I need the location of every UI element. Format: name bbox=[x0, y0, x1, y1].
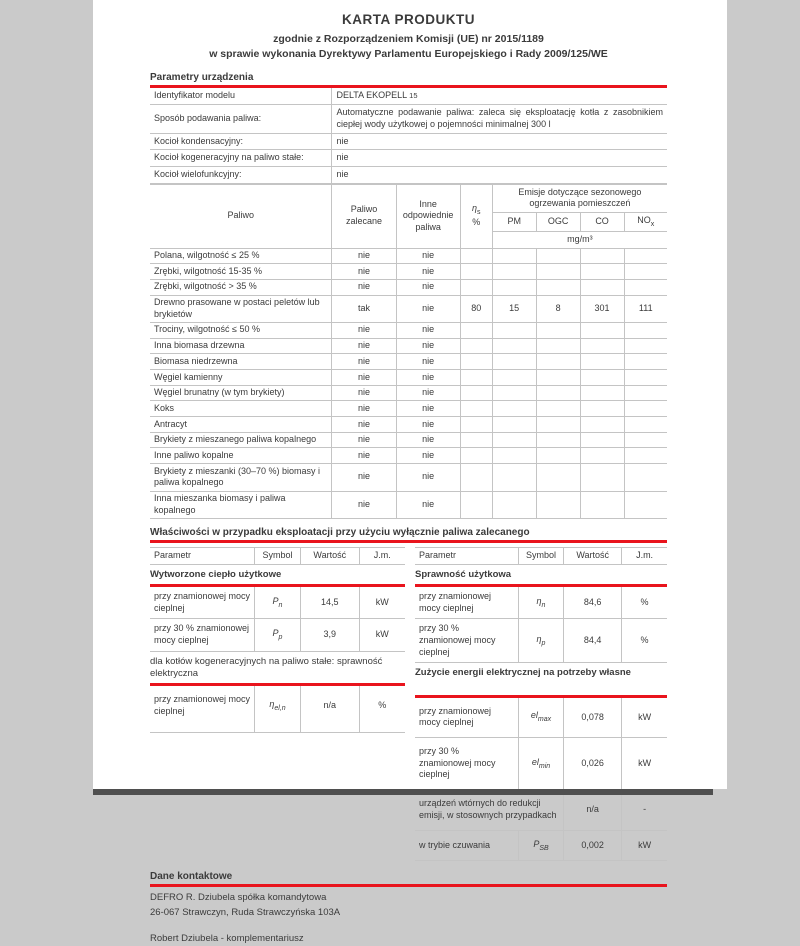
fuel-nox-value bbox=[624, 279, 667, 295]
property-unit: kW bbox=[359, 619, 405, 651]
fuel-co-value bbox=[580, 354, 624, 370]
col-header-jm: J.m. bbox=[622, 547, 667, 564]
col-header-wartosc: Wartość bbox=[300, 547, 359, 564]
fuel-nox-value bbox=[624, 248, 667, 264]
fuel-name: Zrębki, wilgotność > 35 % bbox=[150, 279, 332, 295]
symbol-base: η bbox=[536, 595, 542, 606]
fuel-other-suitable: nie bbox=[396, 264, 460, 280]
fuel-pm-value: 15 bbox=[492, 295, 536, 322]
section-title-device-params: Parametry urządzenia bbox=[150, 72, 667, 88]
group-title-efficiency: Sprawność użytkowa bbox=[415, 564, 667, 585]
property-value: n/a bbox=[300, 685, 359, 732]
fuel-table-row bbox=[150, 279, 667, 295]
fuel-pm-value bbox=[492, 322, 536, 338]
fuel-pm-value bbox=[492, 401, 536, 417]
fuel-pm-value bbox=[492, 464, 536, 491]
fuel-recommended: nie bbox=[332, 448, 396, 464]
fuel-header-zalecane: Paliwo zalecane bbox=[332, 184, 396, 248]
device-param-value bbox=[332, 166, 667, 183]
fuel-name: Drewno prasowane w postaci peletów lub brykietów bbox=[150, 295, 332, 322]
fuel-header-eta bbox=[460, 184, 492, 248]
property-value: 0,078 bbox=[564, 696, 622, 737]
fuel-recommended: nie bbox=[332, 354, 396, 370]
fuel-pm-value bbox=[492, 448, 536, 464]
fuel-nox-value bbox=[624, 385, 667, 401]
property-value: n/a bbox=[564, 790, 622, 830]
property-param: przy znamionowej mocy cieplnej bbox=[150, 585, 255, 618]
group-title-electricity-use: Zużycie energii elektrycznej na potrzeby własne bbox=[415, 663, 667, 696]
fuel-other-suitable: nie bbox=[396, 279, 460, 295]
property-symbol bbox=[255, 619, 301, 651]
property-symbol bbox=[518, 585, 563, 618]
fuel-name: Inne paliwo kopalne bbox=[150, 448, 332, 464]
fuel-co-value bbox=[580, 432, 624, 448]
fuel-header-nox bbox=[624, 212, 667, 231]
property-row bbox=[150, 619, 405, 651]
property-symbol bbox=[255, 685, 301, 732]
symbol-base: P bbox=[272, 628, 279, 639]
fuel-eta-value bbox=[460, 448, 492, 464]
group-title-heat-output: Wytworzone ciepło użytkowe bbox=[150, 564, 405, 585]
fuel-pm-value bbox=[492, 264, 536, 280]
fuel-header-co: CO bbox=[580, 212, 624, 231]
fuel-name: Antracyt bbox=[150, 417, 332, 433]
fuel-table-row bbox=[150, 448, 667, 464]
fuel-name: Inna biomasa drzewna bbox=[150, 338, 332, 354]
device-param-label: Kocioł wielofunkcyjny: bbox=[150, 166, 332, 183]
symbol-base: η bbox=[269, 699, 275, 710]
property-row bbox=[150, 585, 405, 618]
fuel-recommended: nie bbox=[332, 464, 396, 491]
fuel-eta-value bbox=[460, 338, 492, 354]
fuel-ogc-value bbox=[536, 279, 580, 295]
fuel-eta-value bbox=[460, 264, 492, 280]
device-param-row bbox=[150, 133, 667, 150]
fuel-name: Brykiety z mieszanki (30–70 %) biomasy i paliwa kopalnego bbox=[150, 464, 332, 491]
device-param-value-text: nie bbox=[336, 135, 349, 146]
device-param-value bbox=[332, 88, 667, 104]
fuel-header-unit: mg/m³ bbox=[492, 231, 667, 248]
fuel-co-value bbox=[580, 417, 624, 433]
fuel-pm-value bbox=[492, 417, 536, 433]
device-param-row bbox=[150, 105, 667, 133]
fuel-ogc-value bbox=[536, 464, 580, 491]
fuel-recommended: nie bbox=[332, 401, 396, 417]
fuel-co-value bbox=[580, 401, 624, 417]
property-unit: - bbox=[622, 790, 667, 830]
device-param-value-suffix: 15 bbox=[409, 91, 418, 101]
contact-address: 26-067 Strawczyn, Ruda Strawczyńska 103A bbox=[150, 906, 341, 918]
property-row bbox=[415, 696, 667, 737]
fuel-ogc-value bbox=[536, 354, 580, 370]
fuel-pm-value bbox=[492, 338, 536, 354]
fuel-name: Zrębki, wilgotność 15-35 % bbox=[150, 264, 332, 280]
eta-subscript: s bbox=[476, 209, 481, 217]
symbol-base: P bbox=[272, 595, 279, 606]
fuel-pm-value bbox=[492, 491, 536, 518]
property-unit: kW bbox=[622, 830, 667, 861]
symbol-subscript: max bbox=[537, 716, 552, 724]
fuel-recommended: nie bbox=[332, 279, 396, 295]
fuel-nox-value bbox=[624, 322, 667, 338]
fuel-co-value bbox=[580, 385, 624, 401]
fuel-ogc-value bbox=[536, 248, 580, 264]
symbol-base: el bbox=[531, 756, 539, 767]
fuel-nox-value bbox=[624, 491, 667, 518]
fuel-co-value bbox=[580, 264, 624, 280]
fuel-other-suitable: nie bbox=[396, 354, 460, 370]
property-row bbox=[415, 830, 667, 861]
fuel-recommended: nie bbox=[332, 385, 396, 401]
fuel-other-suitable: nie bbox=[396, 417, 460, 433]
property-param: przy znamionowej mocy cieplnej bbox=[415, 585, 518, 618]
fuel-pm-value bbox=[492, 385, 536, 401]
regulation-line-2: w sprawie wykonania Dyrektywy Parlamentu Europejskiego i Rady 2009/125/WE bbox=[209, 48, 608, 61]
property-row bbox=[415, 619, 667, 663]
col-header-wartosc: Wartość bbox=[564, 547, 622, 564]
fuel-recommended: nie bbox=[332, 248, 396, 264]
symbol-subscript: min bbox=[538, 762, 551, 770]
device-param-value bbox=[332, 150, 667, 167]
fuel-recommended: nie bbox=[332, 370, 396, 386]
fuel-recommended: nie bbox=[332, 432, 396, 448]
fuel-pm-value bbox=[492, 279, 536, 295]
property-row bbox=[150, 685, 405, 732]
property-value: 3,9 bbox=[300, 619, 359, 651]
property-row bbox=[415, 585, 667, 618]
property-unit: kW bbox=[359, 585, 405, 618]
fuel-co-value bbox=[580, 464, 624, 491]
property-unit: kW bbox=[622, 738, 667, 790]
device-param-row bbox=[150, 150, 667, 167]
col-header-symbol: Symbol bbox=[255, 547, 301, 564]
fuel-name: Węgiel kamienny bbox=[150, 370, 332, 386]
fuel-other-suitable: nie bbox=[396, 295, 460, 322]
fuel-header-pm: PM bbox=[492, 212, 536, 231]
device-params-table bbox=[150, 88, 667, 183]
device-param-value-text: nie bbox=[336, 152, 349, 163]
fuel-ogc-value bbox=[536, 385, 580, 401]
property-value: 0,026 bbox=[564, 738, 622, 790]
fuel-recommended: nie bbox=[332, 322, 396, 338]
fuel-table-row bbox=[150, 264, 667, 280]
fuel-table-row bbox=[150, 491, 667, 518]
contact-person: Robert Dziubela - komplementariusz bbox=[150, 932, 304, 944]
properties-columns bbox=[150, 547, 667, 862]
contact-block bbox=[150, 891, 667, 946]
property-param: w trybie czuwania bbox=[415, 830, 518, 861]
fuel-co-value bbox=[580, 248, 624, 264]
property-value: 0,002 bbox=[564, 830, 622, 861]
fuel-ogc-value bbox=[536, 417, 580, 433]
property-param: przy 30 % znamionowej mocy cieplnej bbox=[415, 738, 518, 790]
fuel-co-value bbox=[580, 491, 624, 518]
property-unit: % bbox=[622, 619, 667, 663]
fuel-other-suitable: nie bbox=[396, 401, 460, 417]
fuel-nox-value bbox=[624, 264, 667, 280]
fuel-table-row bbox=[150, 338, 667, 354]
fuel-nox-value bbox=[624, 432, 667, 448]
property-unit: % bbox=[622, 585, 667, 618]
fuel-table-row bbox=[150, 385, 667, 401]
fuel-name: Koks bbox=[150, 401, 332, 417]
fuel-nox-value bbox=[624, 401, 667, 417]
fuel-eta-value bbox=[460, 491, 492, 518]
fuel-nox-value: 111 bbox=[624, 295, 667, 322]
fuel-nox-value bbox=[624, 448, 667, 464]
document-title: KARTA PRODUKTU bbox=[342, 12, 475, 27]
fuel-table-row bbox=[150, 401, 667, 417]
fuel-co-value bbox=[580, 370, 624, 386]
document-header bbox=[150, 12, 667, 62]
fuel-pm-value bbox=[492, 354, 536, 370]
fuel-other-suitable: nie bbox=[396, 432, 460, 448]
section-title-contact: Dane kontaktowe bbox=[150, 871, 667, 887]
fuel-other-suitable: nie bbox=[396, 338, 460, 354]
fuel-eta-value bbox=[460, 248, 492, 264]
fuel-table-row bbox=[150, 370, 667, 386]
property-param: przy 30 % znamionowej mocy cieplnej bbox=[150, 619, 255, 651]
fuel-co-value bbox=[580, 448, 624, 464]
device-param-label: Kocioł kondensacyjny: bbox=[150, 133, 332, 150]
property-value: 14,5 bbox=[300, 585, 359, 618]
page-bottom-edge bbox=[93, 789, 713, 795]
fuel-ogc-value bbox=[536, 448, 580, 464]
property-symbol bbox=[518, 619, 563, 663]
fuel-other-suitable: nie bbox=[396, 491, 460, 518]
fuel-table-row bbox=[150, 354, 667, 370]
fuel-nox-value bbox=[624, 370, 667, 386]
property-symbol bbox=[518, 696, 563, 737]
fuel-header-row-1 bbox=[150, 184, 667, 212]
device-param-value-text: DELTA EKOPELL bbox=[336, 90, 408, 101]
regulation-line-1: zgodnie z Rozporządzeniem Komisji (UE) nr 2015/1189 bbox=[273, 33, 544, 45]
fuel-table-row bbox=[150, 248, 667, 264]
property-param: przy znamionowej mocy cieplnej bbox=[150, 685, 255, 732]
fuel-other-suitable: nie bbox=[396, 385, 460, 401]
device-param-value bbox=[332, 105, 667, 133]
fuel-other-suitable: nie bbox=[396, 322, 460, 338]
device-param-row bbox=[150, 88, 667, 104]
property-symbol bbox=[518, 738, 563, 790]
fuel-ogc-value bbox=[536, 322, 580, 338]
symbol-subscript: p bbox=[278, 633, 283, 641]
fuel-eta-value: 80 bbox=[460, 295, 492, 322]
fuel-header-paliwo: Paliwo bbox=[150, 184, 332, 248]
prop-header-row bbox=[150, 547, 405, 564]
fuel-recommended: nie bbox=[332, 417, 396, 433]
symbol-subscript: el,n bbox=[274, 704, 286, 712]
fuel-co-value bbox=[580, 338, 624, 354]
property-row bbox=[415, 790, 667, 830]
device-param-value bbox=[332, 133, 667, 150]
fuel-name: Brykiety z mieszanego paliwa kopalnego bbox=[150, 432, 332, 448]
fuel-table-row bbox=[150, 432, 667, 448]
fuel-eta-value bbox=[460, 464, 492, 491]
fuel-table-row bbox=[150, 322, 667, 338]
device-param-value-text: Automatyczne podawanie paliwa: zaleca się eksploatację kotła z zasobnikiem ciepłej wody użytkowej o pojemności minimalnej 300 l bbox=[336, 107, 663, 129]
col-header-parametr: Parametr bbox=[415, 547, 518, 564]
property-symbol bbox=[255, 585, 301, 618]
fuel-name: Inna mieszanka biomasy i paliwa kopalnego bbox=[150, 491, 332, 518]
property-symbol bbox=[518, 830, 563, 861]
fuel-recommended: tak bbox=[332, 295, 396, 322]
fuel-name: Węgiel brunatny (w tym brykiety) bbox=[150, 385, 332, 401]
symbol-base: el bbox=[530, 710, 538, 721]
property-row bbox=[415, 738, 667, 790]
symbol-base: P bbox=[533, 838, 540, 849]
fuel-eta-value bbox=[460, 322, 492, 338]
properties-table-left bbox=[150, 547, 405, 733]
fuel-other-suitable: nie bbox=[396, 370, 460, 386]
document-content bbox=[93, 0, 727, 946]
fuel-header-ogc: OGC bbox=[536, 212, 580, 231]
nox-subscript: x bbox=[650, 220, 655, 228]
fuel-eta-value bbox=[460, 370, 492, 386]
properties-table-right bbox=[415, 547, 667, 862]
symbol-subscript: SB bbox=[539, 844, 549, 852]
fuel-nox-value bbox=[624, 464, 667, 491]
fuel-eta-value bbox=[460, 385, 492, 401]
property-unit: kW bbox=[622, 696, 667, 737]
contact-company: DEFRO R. Dziubela spółka komandytowa bbox=[150, 892, 327, 904]
eta-unit: % bbox=[472, 217, 481, 228]
fuel-ogc-value bbox=[536, 338, 580, 354]
fuel-ogc-value bbox=[536, 264, 580, 280]
fuel-ogc-value bbox=[536, 432, 580, 448]
prop-header-row bbox=[415, 547, 667, 564]
fuel-nox-value bbox=[624, 417, 667, 433]
device-param-row bbox=[150, 166, 667, 183]
device-param-label: Kocioł kogeneracyjny na paliwo stałe: bbox=[150, 150, 332, 167]
property-value: 84,6 bbox=[564, 585, 622, 618]
property-param: urządzeń wtórnych do redukcji emisji, w stosownych przypadkach bbox=[415, 790, 564, 830]
symbol-subscript: p bbox=[541, 639, 546, 647]
property-unit: % bbox=[359, 685, 405, 732]
fuel-name: Biomasa niedrzewna bbox=[150, 354, 332, 370]
fuel-ogc-value bbox=[536, 491, 580, 518]
fuel-pm-value bbox=[492, 432, 536, 448]
eta-symbol: η bbox=[471, 203, 477, 214]
fuel-emissions-table bbox=[150, 184, 667, 519]
fuel-pm-value bbox=[492, 370, 536, 386]
device-param-label: Sposób podawania paliwa: bbox=[150, 105, 332, 133]
fuel-table-row bbox=[150, 417, 667, 433]
fuel-nox-value bbox=[624, 338, 667, 354]
fuel-eta-value bbox=[460, 432, 492, 448]
group-title-cogeneration: dla kotłów kogeneracyjnych na paliwo stałe: sprawność elektryczna bbox=[150, 651, 405, 685]
property-param: przy znamionowej mocy cieplnej bbox=[415, 696, 518, 737]
property-param: przy 30 % znamionowej mocy cieplnej bbox=[415, 619, 518, 663]
fuel-eta-value bbox=[460, 279, 492, 295]
fuel-recommended: nie bbox=[332, 338, 396, 354]
fuel-nox-value bbox=[624, 354, 667, 370]
device-param-value-text: nie bbox=[336, 168, 349, 179]
property-value: 84,4 bbox=[564, 619, 622, 663]
fuel-eta-value bbox=[460, 417, 492, 433]
fuel-recommended: nie bbox=[332, 491, 396, 518]
col-header-symbol: Symbol bbox=[518, 547, 563, 564]
symbol-subscript: n bbox=[541, 601, 546, 609]
device-param-label: Identyfikator modelu bbox=[150, 88, 332, 104]
fuel-co-value: 301 bbox=[580, 295, 624, 322]
fuel-table-row bbox=[150, 295, 667, 322]
section-title-properties: Właściwości w przypadku eksploatacji przy użyciu wyłącznie paliwa zalecanego bbox=[150, 527, 667, 543]
fuel-other-suitable: nie bbox=[396, 448, 460, 464]
fuel-recommended: nie bbox=[332, 264, 396, 280]
fuel-co-value bbox=[580, 322, 624, 338]
fuel-eta-value bbox=[460, 401, 492, 417]
symbol-subscript: n bbox=[278, 601, 283, 609]
fuel-other-suitable: nie bbox=[396, 464, 460, 491]
fuel-name: Polana, wilgotność ≤ 25 % bbox=[150, 248, 332, 264]
fuel-co-value bbox=[580, 279, 624, 295]
fuel-ogc-value bbox=[536, 401, 580, 417]
col-header-parametr: Parametr bbox=[150, 547, 255, 564]
fuel-eta-value bbox=[460, 354, 492, 370]
fuel-name: Trociny, wilgotność ≤ 50 % bbox=[150, 322, 332, 338]
fuel-header-emissions-group: Emisje dotyczące sezonowego ogrzewania pomieszczeń bbox=[492, 184, 667, 212]
fuel-ogc-value: 8 bbox=[536, 295, 580, 322]
fuel-header-inne: Inne odpowiednie paliwa bbox=[396, 184, 460, 248]
fuel-table-row bbox=[150, 464, 667, 491]
col-header-jm: J.m. bbox=[359, 547, 405, 564]
nox-symbol: NO bbox=[637, 214, 651, 225]
document-page bbox=[93, 0, 727, 944]
fuel-ogc-value bbox=[536, 370, 580, 386]
fuel-pm-value bbox=[492, 248, 536, 264]
fuel-other-suitable: nie bbox=[396, 248, 460, 264]
symbol-base: η bbox=[536, 633, 542, 644]
